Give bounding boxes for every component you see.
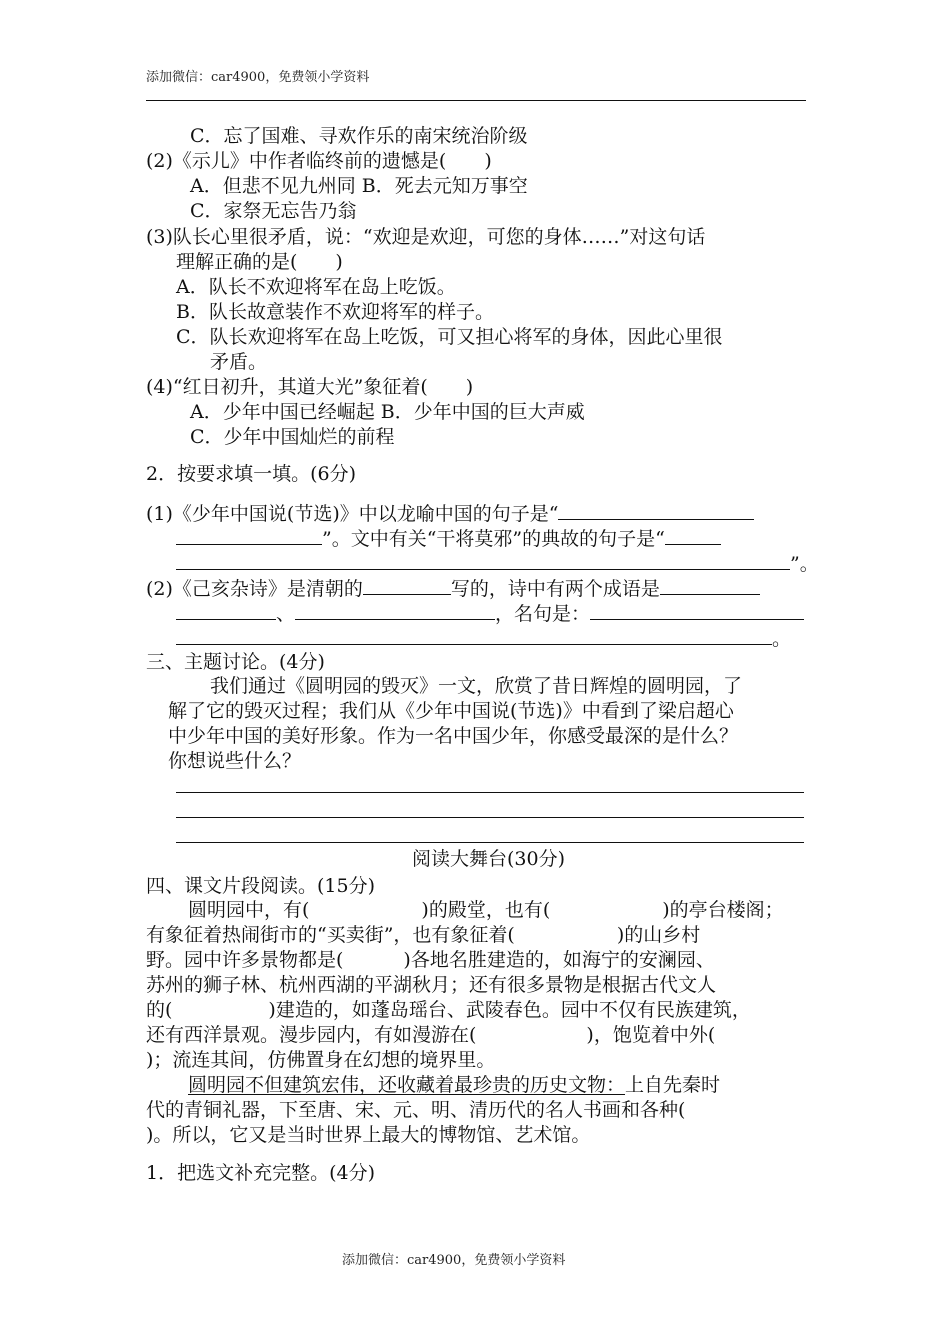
q1-sub2-options-ab: A．但悲不见九州同 B．死去元知万事空: [190, 175, 528, 197]
section3-para-line4: 你想说些什么？: [168, 750, 302, 772]
passage-text: 有象征着热闹街市的“买卖街”，也有象征着(: [146, 924, 515, 946]
section3-para-line2: 解了它的毁灭过程；我们从《少年中国说(节选)》中看到了梁启超心: [168, 700, 734, 722]
page-footer: 添加微信：car4900，免费领小学资料: [342, 1253, 566, 1268]
q2-part2-text-b: 写的，诗中有两个成语是: [450, 578, 660, 600]
q2-part1-text-a: (1)《少年中国说(节选)》中以龙喻中国的句子是“: [146, 503, 559, 525]
q1-sub2-option-c: C．家祭无忘告乃翁: [190, 200, 357, 222]
passage-line4: 苏州的狮子林、杭州西湖的平湖秋月；还有很多景物是根据古代文人: [146, 974, 717, 996]
blank-input[interactable]: [176, 626, 772, 645]
q2-part2-text-e: 。: [772, 628, 792, 650]
passage-text: 圆明园中，有(: [188, 899, 310, 921]
section3-para-line1: 我们通过《圆明园的毁灭》一文，欣赏了昔日辉煌的圆明园，了: [210, 675, 743, 697]
page-header: 添加微信：car4900，免费领小学资料: [146, 70, 370, 85]
section3-para-line3: 中少年中国的美好形象。作为一名中国少年，你感受最深的是什么？: [168, 725, 739, 747]
passage-text: )的亭台楼阁；: [662, 899, 784, 921]
passage-line8: [188, 1073, 720, 1098]
q1-sub3-option-c: C．队长欢迎将军在岛上吃饭，可又担心将军的身体，因此心里很: [176, 326, 723, 348]
answer-line[interactable]: [176, 842, 804, 843]
passage-text: )建造的，如蓬岛瑶台、武陵春色。园中不仅有民族建筑，: [268, 999, 751, 1021]
passage-line1: [188, 898, 784, 923]
q2-part2-text-a: (2)《己亥杂诗》是清朝的: [146, 578, 363, 600]
passage-line3: [146, 948, 715, 973]
q2-part1-line1: [146, 501, 754, 527]
blank-input[interactable]: [176, 601, 276, 620]
answer-line[interactable]: [176, 792, 804, 793]
q1-sub3-line1: (3)队长心里很矛盾，说：“欢迎是欢迎，可您的身体……”对这句话: [146, 226, 706, 248]
q1-option-c: C．忘了国难、寻欢作乐的南宋统治阶级: [190, 125, 528, 147]
q1-sub3-option-b: B．队长故意装作不欢迎将军的样子。: [176, 301, 494, 323]
passage-line9: 代的青铜礼器，下至唐、宋、元、明、清历代的名人书画和各种(: [146, 1099, 686, 1121]
passage-text: )各地名胜建造的，如海宁的安澜园、: [403, 949, 715, 971]
passage-text: )的山乡村: [616, 924, 701, 946]
q2-part1-text-c: ”。: [790, 553, 819, 575]
blank-input[interactable]: [295, 601, 495, 620]
blank-input[interactable]: [660, 576, 760, 595]
passage-text: )的殿堂，也有(: [421, 899, 551, 921]
q2-part1-line3: [176, 551, 819, 577]
q2-part1-text-b: ”。文中有关“干将莫邪”的典故的句子是“: [322, 528, 665, 550]
q1-sub4-option-c: C．少年中国灿烂的前程: [190, 426, 395, 448]
passage-text: 的(: [146, 999, 173, 1021]
blank-input[interactable]: [176, 526, 322, 545]
passage-text: )，饱览着中外(: [586, 1024, 716, 1046]
reading-section-title: 阅读大舞台(30分): [412, 848, 566, 870]
passage-line2: [146, 923, 700, 948]
q1-sub3-option-c-cont: 矛盾。: [210, 351, 268, 373]
passage-line5: [146, 998, 751, 1023]
q1-sub4-options-ab: A．少年中国已经崛起 B．少年中国的巨大声威: [190, 401, 585, 423]
blank-input[interactable]: [590, 601, 804, 620]
section3-title: 三、主题讨论。(4分): [146, 651, 325, 673]
q1-sub2: (2)《示儿》中作者临终前的遗憾是( ): [146, 150, 492, 172]
header-rule: [146, 100, 806, 101]
q2-part2-line1: [146, 576, 760, 602]
q2-part2-text-d: ，名句是：: [495, 603, 591, 625]
passage-text: 野。园中许多景物都是(: [146, 949, 344, 971]
passage-line10: )。所以，它又是当时世界上最大的博物馆、艺术馆。: [146, 1124, 591, 1146]
q2-part2-text-c: 、: [276, 603, 296, 625]
blank-input[interactable]: [665, 526, 721, 545]
section4-title: 四、课文片段阅读。(15分): [146, 875, 376, 897]
q2-part1-line2: [176, 526, 721, 552]
blank-input[interactable]: [363, 576, 451, 595]
passage-text: 还有西洋景观。漫步园内，有如漫游在(: [146, 1024, 477, 1046]
q1-sub3-line2: 理解正确的是( ): [176, 251, 343, 273]
passage-line7: )；流连其间，仿佛置身在幻想的境界里。: [146, 1049, 496, 1071]
blank-input[interactable]: [176, 551, 790, 570]
answer-line[interactable]: [176, 817, 804, 818]
q1-sub4: (4)“红日初升，其道大光”象征着( ): [146, 376, 474, 398]
underlined-sentence: 圆明园不但建筑宏伟，还收藏着最珍贵的历史文物：: [188, 1074, 626, 1096]
q2-title: 2．按要求填一填。(6分): [146, 463, 357, 485]
q1-sub3-option-a: A．队长不欢迎将军在岛上吃饭。: [176, 276, 456, 298]
section4-question1: 1．把选文补充完整。(4分): [146, 1162, 376, 1184]
passage-text: 上自先秦时: [625, 1074, 721, 1096]
blank-input[interactable]: [558, 501, 754, 520]
q2-part2-line2: [176, 601, 804, 627]
passage-line6: [146, 1023, 715, 1048]
q2-part2-line3: [176, 626, 791, 652]
